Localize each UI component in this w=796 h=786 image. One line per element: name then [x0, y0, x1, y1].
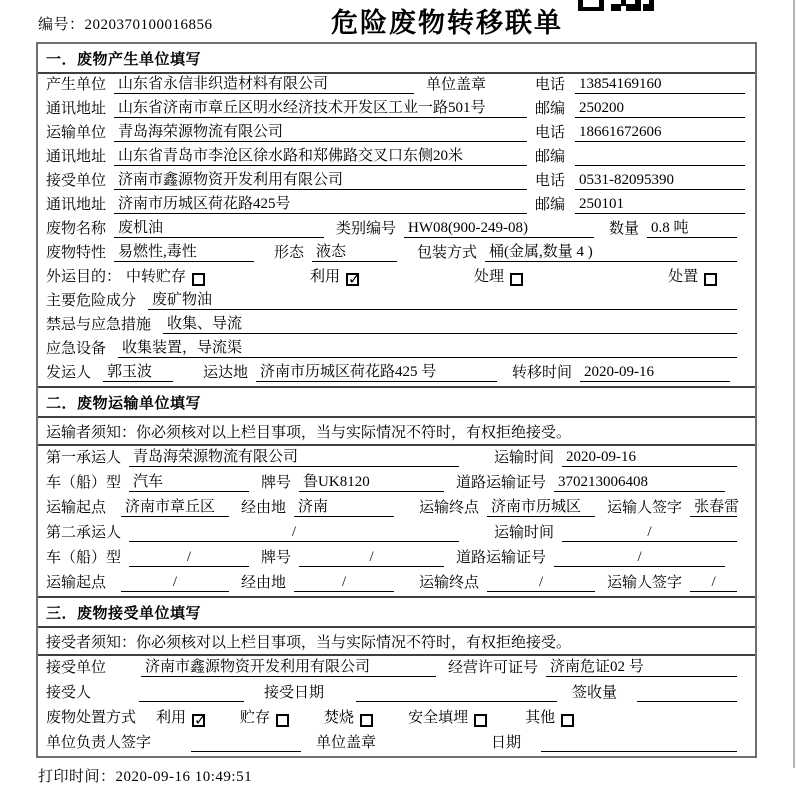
route-via-value: / [294, 574, 394, 592]
route-via-label: 经由地 [241, 575, 287, 591]
taboo-measures-value: 收集、导流 [163, 312, 737, 334]
producer-phone-value: 13854169160 [575, 76, 745, 94]
row-producer-address [38, 98, 755, 122]
transport-time-label: 运输时间 [494, 450, 555, 466]
row-first-carrier [38, 446, 755, 471]
route-end-value: 济南市历城区 [487, 495, 595, 517]
checkbox-incinerate [360, 714, 373, 727]
producer-unit-label: 产生单位 [46, 77, 107, 93]
packing-value: 桶(金属,数量 4 ) [485, 240, 737, 262]
zip-label: 邮编 [535, 149, 566, 165]
zip-label: 邮编 [535, 101, 566, 117]
row-route-2 [38, 571, 755, 596]
checkbox-store [276, 714, 289, 727]
second-carrier-label: 第二承运人 [46, 525, 122, 541]
phone-group [535, 121, 745, 142]
emergency-equipment-label: 应急设备 [46, 341, 107, 357]
unit-seal-label: 单位盖章 [426, 77, 487, 93]
row-receiver-address [38, 194, 755, 218]
row-second-carrier [38, 521, 755, 546]
producer-address-label: 通讯地址 [46, 101, 107, 117]
row-waste-name [38, 218, 755, 242]
road-license-label: 道路运输证号 [456, 550, 547, 566]
route-end-label: 运输终点 [419, 575, 480, 591]
phone-label: 电话 [535, 173, 566, 189]
purpose-option-label: 利用 [310, 269, 341, 285]
row-vehicle-1 [38, 471, 755, 496]
road-license-value: 370213006408 [554, 474, 725, 492]
waste-qty-value: 0.8 吨 [647, 216, 737, 238]
producer-address-value: 山东省济南市章丘区明水经济技术开发区工业一路501号 [114, 96, 527, 118]
received-qty-value [637, 701, 737, 702]
waste-name-value: 废机油 [114, 216, 324, 238]
manifest-form [36, 42, 757, 758]
producer-unit-value: 山东省永信非织造材料有限公司 [114, 72, 414, 94]
row-dispatcher [38, 362, 755, 386]
phone-group [535, 73, 745, 94]
responsible-signature-label: 单位负责人签字 [46, 735, 152, 751]
route-start-value: / [121, 574, 229, 592]
row-transporter-address [38, 146, 755, 170]
vehicle-type-value: / [129, 549, 249, 567]
row-responsible-signature [38, 731, 755, 756]
receiver-notice: 接受者须知：你必须核对以上栏目事项，当与实际情况不符时，有权拒绝接受。 [38, 628, 755, 656]
checkbox-dispose [704, 273, 717, 286]
receiver-unit-label: 接受单位 [46, 173, 107, 189]
accepting-unit-value: 济南市鑫源物资开发利用有限公司 [141, 655, 436, 677]
phone-label: 电话 [535, 77, 566, 93]
route-via-value: 济南 [294, 495, 394, 517]
section3-header: 三．废物接受单位填写 [38, 596, 755, 628]
purpose-option-label: 中转贮存 [126, 269, 187, 285]
permit-number-label: 经营许可证号 [448, 660, 539, 676]
checkbox-utilize-receive [192, 714, 205, 727]
checkbox-other [561, 714, 574, 727]
transport-time-value: / [562, 524, 737, 542]
carrier-signature-label: 运输人签字 [607, 500, 683, 516]
plate-number-label: 牌号 [261, 550, 292, 566]
purpose-option-label: 处理 [474, 269, 505, 285]
checkbox-transit-storage [192, 273, 205, 286]
row-hazard-component [38, 290, 755, 314]
first-carrier-label: 第一承运人 [46, 450, 122, 466]
responsible-signature-value [191, 751, 301, 752]
row-accepting-unit [38, 656, 755, 681]
phone-group [535, 169, 745, 190]
date-value [541, 751, 737, 752]
waste-name-label: 废物名称 [46, 221, 107, 237]
vehicle-type-value: 汽车 [129, 470, 249, 492]
transporter-phone-value: 18661672606 [575, 124, 745, 142]
row-transport-unit [38, 122, 755, 146]
carrier-signature-label: 运输人签字 [607, 575, 683, 591]
disposal-option-label: 利用 [156, 710, 187, 726]
waste-traits-value: 易燃性,毒性 [114, 240, 254, 262]
waste-qty-label: 数量 [609, 221, 640, 237]
transport-unit-label: 运输单位 [46, 125, 107, 141]
unit-seal-label: 单位盖章 [316, 735, 377, 751]
route-start-value: 济南市章丘区 [121, 495, 229, 517]
checkbox-secure-landfill [474, 714, 487, 727]
transporter-address-value: 山东省青岛市李沧区徐水路和郑佛路交叉口东侧20米 [114, 144, 527, 166]
row-transfer-purpose [38, 266, 755, 290]
receiver-zip-value: 250101 [575, 196, 745, 214]
transporter-zip-value [575, 165, 745, 166]
route-via-label: 经由地 [241, 500, 287, 516]
serial-number-label: 编号： [38, 17, 85, 33]
checkbox-treat [510, 273, 523, 286]
section2-header: 二．废物运输单位填写 [38, 386, 755, 418]
packing-label: 包装方式 [417, 245, 478, 261]
acceptor-value [139, 701, 244, 702]
waste-code-value: HW08(900-249-08) [404, 220, 594, 238]
transporter-address-label: 通讯地址 [46, 149, 107, 165]
zip-group [535, 145, 745, 166]
transport-unit-value: 青岛海荣源物流有限公司 [114, 120, 527, 142]
print-time-value: 2020-09-16 10:49:51 [115, 769, 253, 785]
row-acceptor [38, 681, 755, 706]
qr-code-fragment [578, 0, 654, 11]
disposal-option-label: 其他 [525, 710, 556, 726]
transport-time-value: 2020-09-16 [562, 449, 737, 467]
row-emergency-equipment [38, 338, 755, 362]
receiver-unit-value: 济南市鑫源物资开发利用有限公司 [114, 168, 527, 190]
route-end-label: 运输终点 [419, 500, 480, 516]
zip-label: 邮编 [535, 197, 566, 213]
row-taboo-measures [38, 314, 755, 338]
zip-group [535, 97, 745, 118]
document-header [0, 0, 796, 42]
destination-value: 济南市历城区荷花路425 号 [256, 360, 497, 382]
dispatcher-label: 发运人 [46, 365, 92, 381]
accepting-unit-label: 接受单位 [46, 660, 107, 676]
row-producer-unit [38, 74, 755, 98]
disposal-method-label: 废物处置方式 [46, 710, 137, 726]
route-start-label: 运输起点 [46, 500, 107, 516]
dispatcher-value: 郭玉波 [103, 360, 173, 382]
emergency-equipment-value: 收集装置，导流渠 [118, 336, 737, 358]
receiver-phone-value: 0531-82095390 [575, 172, 745, 190]
row-disposal-method [38, 706, 755, 731]
plate-number-value: / [299, 549, 444, 567]
waste-form-value: 液态 [312, 240, 397, 262]
serial-number-line [38, 13, 213, 34]
taboo-measures-label: 禁忌与应急措施 [46, 317, 152, 333]
waste-traits-label: 废物特性 [46, 245, 107, 261]
route-end-value: / [487, 574, 595, 592]
page-edge-line [793, 0, 795, 768]
transfer-purpose-label: 外运目的： [46, 269, 122, 285]
acceptor-label: 接受人 [46, 685, 92, 701]
transport-time-label: 运输时间 [494, 525, 555, 541]
date-label: 日期 [491, 735, 522, 751]
vehicle-type-label: 车（船）型 [46, 550, 122, 566]
second-carrier-value: / [129, 524, 459, 542]
carrier-signature-value: / [690, 574, 737, 592]
transfer-time-label: 转移时间 [511, 365, 572, 381]
section1-header: 一．废物产生单位填写 [38, 44, 755, 74]
vehicle-type-label: 车（船）型 [46, 475, 122, 491]
checkbox-utilize [346, 273, 359, 286]
row-route-1 [38, 496, 755, 521]
disposal-option-label: 安全填埋 [408, 710, 469, 726]
destination-label: 运达地 [203, 365, 249, 381]
route-start-label: 运输起点 [46, 575, 107, 591]
print-time-line [38, 765, 796, 786]
accept-date-value [356, 701, 557, 702]
form-title: 危险废物转移联单 [331, 8, 563, 38]
row-waste-traits [38, 242, 755, 266]
print-time-label: 打印时间： [38, 769, 116, 785]
road-license-value: / [554, 549, 725, 567]
first-carrier-value: 青岛海荣源物流有限公司 [129, 445, 459, 467]
producer-zip-value: 250200 [575, 100, 745, 118]
disposal-option-label: 焚烧 [324, 710, 355, 726]
road-license-label: 道路运输证号 [456, 475, 547, 491]
carrier-signature-value: 张春雷 [690, 495, 737, 517]
permit-number-value: 济南危证02 号 [546, 655, 737, 677]
purpose-option-label: 处置 [668, 269, 699, 285]
plate-number-label: 牌号 [261, 475, 292, 491]
waste-code-label: 类别编号 [336, 221, 397, 237]
row-receiver-unit [38, 170, 755, 194]
accept-date-label: 接受日期 [264, 685, 325, 701]
transfer-time-value: 2020-09-16 [580, 364, 730, 382]
transporter-notice: 运输者须知：你必须核对以上栏目事项，当与实际情况不符时，有权拒绝接受。 [38, 418, 755, 446]
received-qty-label: 签收量 [571, 685, 617, 701]
plate-number-value: 鲁UK8120 [299, 470, 444, 492]
zip-group [535, 193, 745, 214]
disposal-option-label: 贮存 [240, 710, 271, 726]
phone-label: 电话 [535, 125, 566, 141]
receiver-address-label: 通讯地址 [46, 197, 107, 213]
hazard-component-value: 废矿物油 [148, 288, 737, 310]
waste-form-label: 形态 [274, 245, 305, 261]
row-vehicle-2 [38, 546, 755, 571]
serial-number-value: 2020370100016856 [84, 17, 213, 33]
hazard-component-label: 主要危险成分 [46, 293, 137, 309]
receiver-address-value: 济南市历城区荷花路425号 [114, 192, 527, 214]
